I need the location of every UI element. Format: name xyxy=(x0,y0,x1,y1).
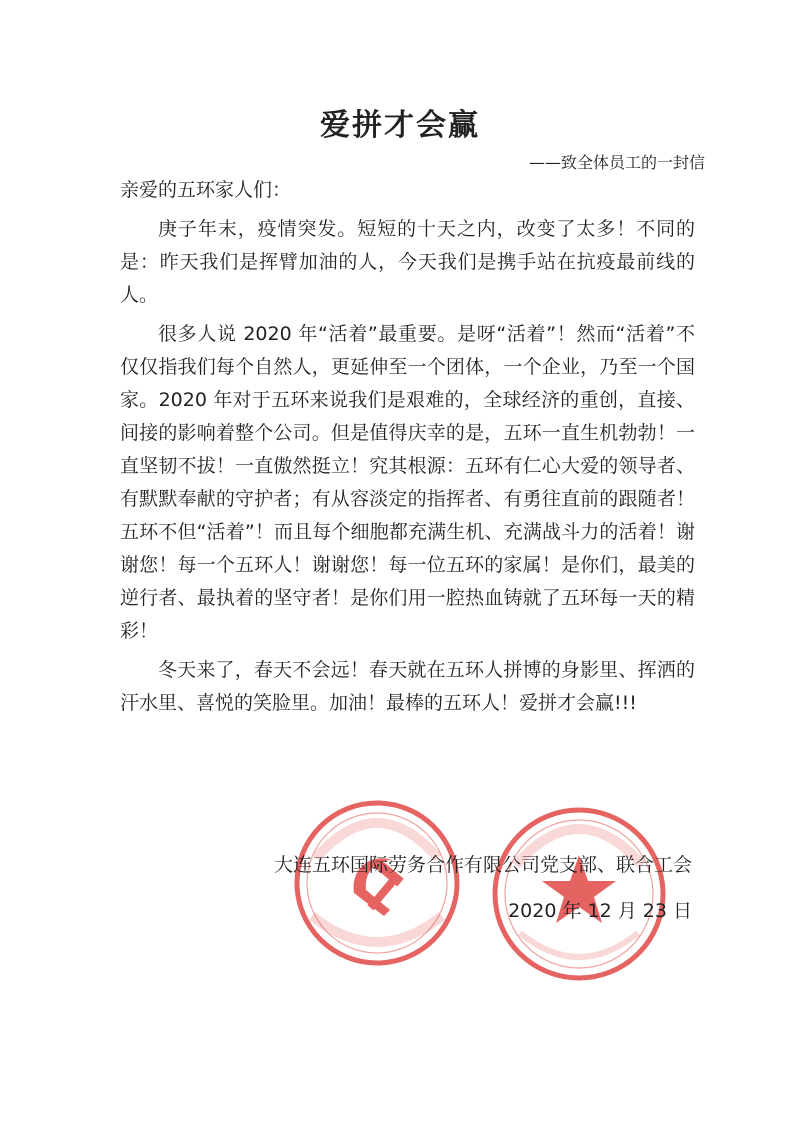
paragraph-1: 庚子年末，疫情突发。短短的十天之内，改变了太多！不同的是：昨天我们是挥臂加油的人，今天我们是携手站在抗疫最前线的人。 xyxy=(120,218,695,306)
letter-body xyxy=(120,162,695,726)
signature-organization: 大连五环国际劳务合作有限公司党支部、联合工会 xyxy=(273,854,692,876)
letter-subtitle: ——致全体员工的一封信 xyxy=(528,153,705,172)
paragraph-2: 很多人说 2020 年“活着”最重要。是呀“活着”！然而“活着”不仅仅指我们每个自然人，更延伸至一个团体，一个企业，乃至一个国家。2020 年对于五环来说我们是艰难的，全球经济的重创，直接、间接的影响着整个公司。但是值得庆幸的是，五环一直生机勃勃！一直坚韧不拔！一直傲然挺立！究其根源：五环有仁心大爱的领导者、有默默奉献的守护者；有从容淡定的指挥者、有勇往直前的跟随者！五环不但“活着”！而且每个细胞都充满生机、充满战斗力的活着！谢谢您！每一个五环人！谢谢您！每一位五环的家属！是你们，最美的逆行者、最执着的坚守者！是你们用一腔热血铸就了五环每一天的精彩！ xyxy=(120,323,695,642)
letter-title: 爱拼才会赢 xyxy=(320,108,480,143)
signature-block xyxy=(274,842,692,934)
greeting: 亲爱的五环家人们： xyxy=(120,179,292,201)
signature-date: 2020 年 12 月 23 日 xyxy=(508,900,692,922)
paragraph-3: 冬天来了，春天不会远！春天就在五环人拼博的身影里、挥洒的汗水里、喜悦的笑脸里。加油！最棒的五环人！爱拼才会赢!!! xyxy=(120,659,695,714)
